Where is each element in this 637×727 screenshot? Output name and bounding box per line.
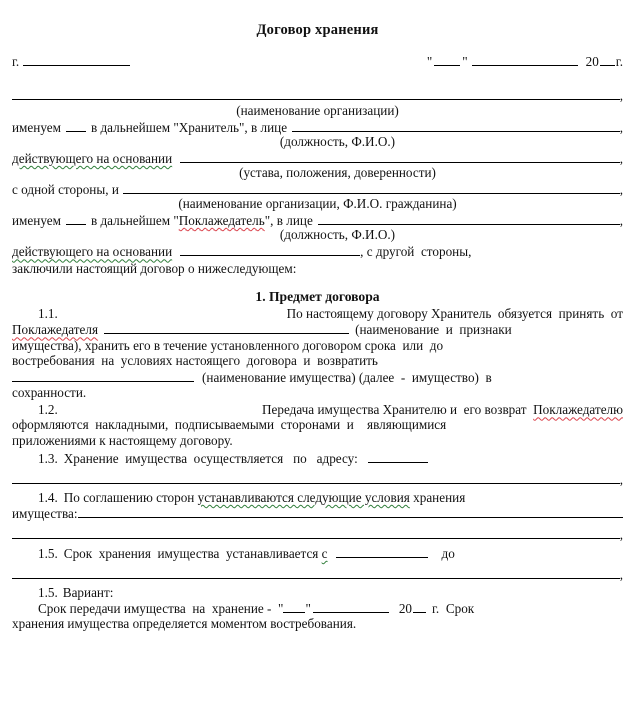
- clause-1-5: [12, 546, 623, 581]
- party-one-person-fill-rule[interactable]: [292, 120, 620, 132]
- page-title: Договор хранения: [256, 22, 379, 38]
- date-year-fill-rule[interactable]: [600, 55, 615, 67]
- clause-1-5-line-2: [12, 567, 623, 581]
- party-two-org-comma: ,: [619, 181, 623, 197]
- clause-1-3-line-2: [12, 472, 623, 486]
- clause-1-3-address-fill-rule-short[interactable]: [368, 451, 428, 463]
- date-quote-close: ": [462, 54, 468, 70]
- city-prefix-label: г.: [12, 54, 20, 70]
- party-one-org-caption: (наименование организации): [236, 102, 399, 118]
- clause-1-4-text-1-pre: По соглашению сторон устанавливаются следующие условия хранения: [63, 489, 466, 505]
- party-one-acting-comma: ,: [619, 150, 623, 166]
- party-two-acting-fill-rule[interactable]: [180, 245, 360, 257]
- party-two-named-prefix: именуем: [12, 213, 61, 229]
- clause-1-5-variant-text-e: г. Срок: [432, 601, 475, 617]
- party-one-named-middle: в дальнейшем "Хранитель", в лице: [90, 119, 288, 135]
- party-two-acting-row: [12, 245, 623, 259]
- clause-1-4-line-2: [12, 506, 623, 520]
- party-one-acting-row: [12, 151, 623, 165]
- date-year-prefix: 20: [585, 54, 599, 70]
- party-one-acting-fill-rule[interactable]: [180, 151, 620, 163]
- date-day-fill-rule[interactable]: [434, 55, 460, 67]
- party-one-org-comma: ,: [619, 88, 623, 104]
- party-one-person-caption: (должность, Ф.И.О.): [279, 133, 396, 149]
- party-one-org-fill-rule[interactable]: [12, 89, 620, 101]
- clause-1-3: [12, 451, 623, 486]
- clause-1-2-line-3: приложениями к настоящему договору.: [12, 432, 233, 448]
- party-one-named-prefix: именуем: [12, 119, 61, 135]
- party-one-block: [12, 89, 623, 180]
- clause-1-1-property-name-fill-rule[interactable]: [12, 370, 194, 382]
- date-quote-open: ": [426, 54, 433, 70]
- clause-1-5-line-1: [12, 546, 623, 560]
- clause-1-4-text-2: имущества:: [12, 505, 78, 521]
- clause-1-4-comma: ,: [619, 526, 623, 542]
- clause-1-1: [12, 307, 623, 399]
- party-two-block: [12, 182, 623, 275]
- clause-1-4: [12, 491, 623, 541]
- party-two-person-comma: ,: [619, 213, 623, 229]
- date-month-fill-rule[interactable]: [472, 55, 578, 67]
- clause-1-5-variant-day-fill-rule[interactable]: [283, 601, 305, 613]
- clause-1-3-text-1: Хранение имущества осуществляется по адресу:: [63, 450, 358, 466]
- clause-1-3-line-1: [12, 451, 623, 465]
- clause-1-1-text-1: По настоящему договору Хранитель обязуется принять от: [286, 306, 623, 322]
- clause-1-5-variant-year-fill-rule[interactable]: [413, 601, 426, 613]
- clause-1-1-line-6: сохранности.: [12, 385, 87, 401]
- clause-1-1-line-3: имущества), хранить его в течение установленного договором срока или до: [12, 337, 444, 353]
- party-one-acting-label: действующего на основании: [12, 150, 173, 166]
- clause-1-4-conditions-fill-rule-2[interactable]: [12, 527, 620, 539]
- party-one-acting-caption: (устава, положения, доверенности): [239, 164, 436, 180]
- clause-1-4-line-1: [12, 491, 623, 504]
- clause-1-5-to-fill-rule[interactable]: [12, 567, 620, 579]
- clause-1-4-conditions-fill-rule[interactable]: [78, 506, 623, 518]
- party-two-named-middle-post: ", в лице: [264, 213, 313, 229]
- clause-1-2-number: 1.2.: [38, 402, 58, 418]
- clause-1-2-text-1-pre: Передача имущества Хранителю и его возврат Поклажедателю: [261, 402, 623, 418]
- party-two-named-middle-pre: в дальнейшем ": [90, 213, 179, 229]
- clause-1-1-poklazhedatelya-word: Поклажедателя: [12, 322, 99, 338]
- clause-1-5-variant-number: 1.5.: [38, 585, 58, 601]
- clause-1-5-variant-year-prefix: 20: [398, 601, 413, 617]
- party-two-named-blank-rule[interactable]: [66, 213, 86, 225]
- clause-1-5-number: 1.5.: [38, 545, 58, 561]
- clause-1-5-variant-line-1: [12, 601, 623, 615]
- clause-1-3-address-fill-rule-full[interactable]: [12, 472, 620, 484]
- clause-1-3-number: 1.3.: [38, 450, 58, 466]
- clause-1-5-variant-label: Вариант:: [62, 585, 114, 601]
- clause-1-1-caption-1: (наименование и признаки: [355, 322, 512, 338]
- clause-1-4-line-3: [12, 527, 623, 541]
- clause-1-2-line-1: [12, 403, 623, 416]
- clause-1-1-caption-2: (наименование имущества) (далее - имущество) в: [202, 369, 492, 385]
- clause-1-1-property-fill-rule[interactable]: [104, 323, 349, 335]
- clause-1-5-variant-text-a: Срок передачи имущества на хранение - ": [38, 601, 284, 617]
- party-one-person-comma: ,: [619, 119, 623, 135]
- one-side-label: с одной стороны, и: [12, 181, 119, 197]
- clause-1-2-poklazhedatelyu-word: Поклажедателю: [533, 402, 623, 418]
- clause-1-5-variant-label-row: [12, 586, 623, 599]
- clause-1-5-variant: [12, 586, 623, 630]
- city-fill-rule[interactable]: [23, 55, 130, 67]
- date-year-label: г.: [615, 54, 623, 70]
- clause-1-5-text-1-pre: Срок хранения имущества устанавливается с: [63, 545, 328, 561]
- header-city-date-row: [12, 55, 623, 69]
- party-one-named-blank-rule[interactable]: [66, 120, 86, 132]
- clause-1-3-comma: ,: [619, 471, 623, 487]
- clause-1-5-variant-quote-close: ": [305, 601, 311, 617]
- party-two-acting-label: действующего на основании: [12, 244, 173, 260]
- clause-1-5-s-word: с: [321, 545, 328, 561]
- clause-1-1-line-1: [12, 307, 623, 320]
- clause-1-5-variant-line-2: хранения имущества определяется моментом востребования.: [12, 616, 357, 632]
- clause-1-2: [12, 403, 623, 447]
- party-two-person-caption: (должность, Ф.И.О.): [279, 227, 396, 243]
- clause-1-4-number: 1.4.: [38, 489, 58, 505]
- clause-1-2-line-2: оформляются накладными, подписываемыми сторонами и являющимися: [12, 417, 447, 433]
- clause-1-1-line-2: [12, 323, 623, 337]
- section-1-heading: 1. Предмет договора: [255, 288, 380, 304]
- party-one-org-row: [12, 89, 623, 103]
- clause-1-1-number: 1.1.: [38, 306, 58, 322]
- party-one-named-row: [12, 120, 623, 134]
- clause-1-5-comma: ,: [619, 566, 623, 582]
- clause-1-5-variant-month-fill-rule[interactable]: [313, 601, 389, 613]
- clause-1-5-from-fill-rule[interactable]: [336, 546, 428, 558]
- party-two-poklazhedatel-word: Поклажедатель: [178, 213, 265, 229]
- party-two-org-row: [12, 182, 623, 196]
- clause-1-1-line-5: [12, 370, 623, 384]
- party-two-person-fill-rule[interactable]: [318, 213, 620, 225]
- clause-1-5-do-label: до: [441, 545, 455, 561]
- other-side-label: , с другой стороны,: [360, 244, 472, 260]
- party-two-org-caption: (наименование организации, Ф.И.О. гражданина): [178, 196, 457, 212]
- party-two-named-row: [12, 213, 623, 227]
- clause-1-4-grammar-phrase: устанавливаются следующие условия: [197, 489, 410, 505]
- party-two-org-fill-rule[interactable]: [123, 182, 620, 194]
- concluded-label: заключили настоящий договор о нижеследующем:: [12, 260, 297, 276]
- clause-1-1-line-4: востребования на условиях настоящего договора и возвратить: [12, 352, 378, 368]
